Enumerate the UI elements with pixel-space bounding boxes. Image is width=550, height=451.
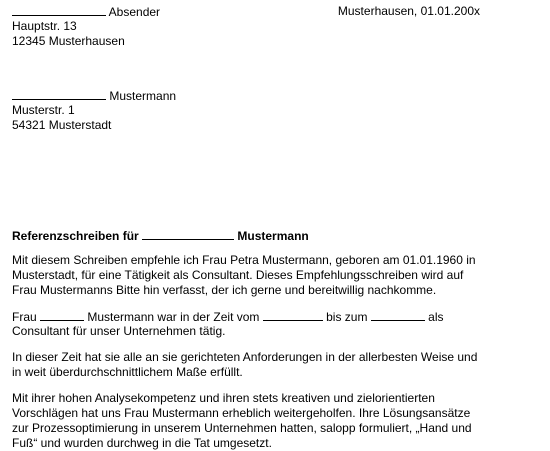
paragraph-4: Mit ihrer hohen Analysekompetenz und ihren stets kreativen und zielorientierten Vorschlägen hat uns Frau Mustermann erheblich weitergeholfen. Ihre Lösungsansätze zur Prozessoptimierung in unserem Unternehmen hatten, salopp formuliert, „Hand und Fuß“ und wurden durchweg in die Tat umgesetzt. bbox=[12, 391, 472, 450]
paragraph-2-line-1 bbox=[12, 309, 444, 325]
place-date: Musterhausen, 01.01.200x bbox=[337, 4, 480, 18]
sender-label: Absender bbox=[108, 5, 161, 19]
subject-line bbox=[12, 228, 309, 244]
subject-blank bbox=[142, 228, 234, 240]
p2-name-blank bbox=[40, 309, 84, 321]
p2-text-als: als bbox=[428, 310, 444, 324]
p2-word-frau: Frau bbox=[12, 310, 37, 324]
recipient-name: Mustermann bbox=[109, 89, 177, 103]
p2-text-bis: bis zum bbox=[326, 310, 368, 324]
sender-city: 12345 Musterhausen bbox=[12, 34, 125, 48]
p2-text-zeit: Mustermann war in der Zeit vom bbox=[87, 310, 260, 324]
sender-street: Hauptstr. 13 bbox=[12, 19, 77, 33]
recipient-city: 54321 Musterstadt bbox=[12, 118, 112, 132]
subject-name: Mustermann bbox=[237, 229, 309, 243]
paragraph-3: In dieser Zeit hat sie alle an sie gerichteten Anforderungen in der allerbesten Weise und in weit überdurchschnittlichem Maße erfüllt. bbox=[12, 350, 478, 379]
p2-date-to-blank bbox=[371, 309, 425, 321]
p2-date-from-blank bbox=[263, 309, 323, 321]
recipient-name-line bbox=[12, 88, 176, 104]
recipient-street: Musterstr. 1 bbox=[12, 103, 75, 117]
subject-prefix: Referenzschreiben für bbox=[12, 229, 139, 243]
sender-blank bbox=[12, 4, 106, 16]
sender-label-line bbox=[12, 4, 160, 20]
paragraph-2-line-2: Consultant für unser Unternehmen tätig. bbox=[12, 324, 226, 338]
paragraph-1: Mit diesem Schreiben empfehle ich Frau Petra Mustermann, geboren am 01.01.1960 in Musterstadt, für eine Tätigkeit als Consultant. Dieses Empfehlungsschreiben wird auf Frau Mustermanns Bitte hin verfasst, der ich gerne und bereitwillig nachkomme. bbox=[12, 253, 476, 297]
recipient-blank bbox=[12, 88, 106, 100]
